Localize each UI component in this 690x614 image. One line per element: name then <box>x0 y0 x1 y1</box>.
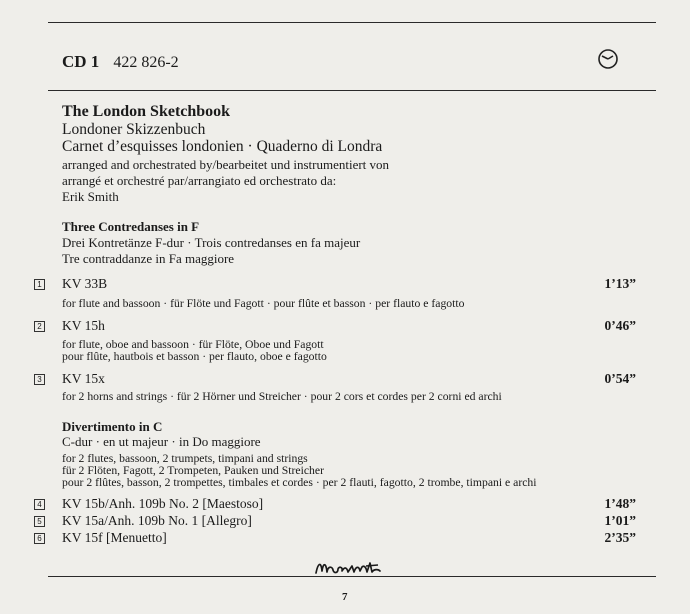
track-row <box>34 530 656 548</box>
track-row <box>34 513 656 531</box>
divertimento-description: pour 2 flûtes, basson, 2 trompettes, timbales et cordes · per 2 flauti, fagotto, 2 trombe, timpani e archi <box>62 476 537 489</box>
track-duration: 0’54” <box>604 371 636 386</box>
track-kv: KV 15x <box>62 371 105 386</box>
track-row <box>34 318 656 336</box>
track-description: pour flûte, hautbois et basson · per flauto, oboe e fagotto <box>62 350 327 363</box>
cd-label: CD 1 <box>62 52 100 71</box>
divertimento-heading: Divertimento in C <box>62 419 163 434</box>
footer-rule <box>48 576 656 577</box>
track-kv: KV 33B <box>62 276 108 291</box>
track-number: 1 <box>34 279 45 290</box>
track-row <box>34 276 656 294</box>
track-number: 6 <box>34 533 45 544</box>
divertimento-subtitle: C-dur · en ut majeur · in Do maggiore <box>62 434 261 449</box>
arranged-line-1: arranged and orchestrated by/bearbeitet und instrumentiert von <box>62 157 390 172</box>
clock-icon <box>597 48 619 70</box>
track-row <box>34 371 656 389</box>
contredanses-subtitle: Drei Kontretänze F-dur · Trois contredanses en fa majeur <box>62 235 361 250</box>
page-number: 7 <box>342 591 348 603</box>
track-duration: 0’46” <box>604 318 636 333</box>
work-title-de: Londoner Skizzenbuch <box>62 121 206 138</box>
header-rule <box>48 90 656 91</box>
track-kv: KV 15f [Menuetto] <box>62 530 167 545</box>
work-title-fr-it: Carnet d’esquisses londonien · Quaderno di Londra <box>62 138 383 155</box>
top-rule <box>48 22 656 23</box>
track-kv: KV 15a/Anh. 109b No. 1 [Allegro] <box>62 513 252 528</box>
track-number: 2 <box>34 321 45 332</box>
divertimento-description: for 2 flutes, bassoon, 2 trumpets, timpani and strings <box>62 452 308 465</box>
track-description: for flute, oboe and bassoon · für Flöte, Oboe und Fagott <box>62 338 324 351</box>
track-number: 3 <box>34 374 45 385</box>
divertimento-description: für 2 Flöten, Fagott, 2 Trompeten, Pauken und Streicher <box>62 464 324 477</box>
work-title: The London Sketchbook <box>62 103 231 120</box>
arranger-name: Erik Smith <box>62 189 119 204</box>
track-kv: KV 15b/Anh. 109b No. 2 [Maestoso] <box>62 496 264 511</box>
track-description: for 2 horns and strings · für 2 Hörner und Streicher · pour 2 cors et cordes per 2 corni ed archi <box>62 390 502 403</box>
track-description: for flute and bassoon · für Flöte und Fagott · pour flûte et basson · per flauto e fagotto <box>62 297 465 310</box>
arranged-line-2: arrangé et orchestré par/arrangiato ed orchestrato da: <box>62 173 337 188</box>
cd-header <box>62 52 179 72</box>
track-duration: 1’48” <box>604 496 636 511</box>
track-number: 4 <box>34 499 45 510</box>
track-kv: KV 15h <box>62 318 105 333</box>
track-number: 5 <box>34 516 45 527</box>
contredanses-heading: Three Contredanses in F <box>62 219 200 234</box>
track-duration: 1’01” <box>604 513 636 528</box>
catalog-number: 422 826-2 <box>113 54 179 71</box>
track-duration: 1’13” <box>604 276 636 291</box>
track-duration: 2’35” <box>604 530 636 545</box>
contredanses-subtitle-it: Tre contraddanze in Fa maggiore <box>62 251 235 266</box>
track-row <box>34 496 656 514</box>
